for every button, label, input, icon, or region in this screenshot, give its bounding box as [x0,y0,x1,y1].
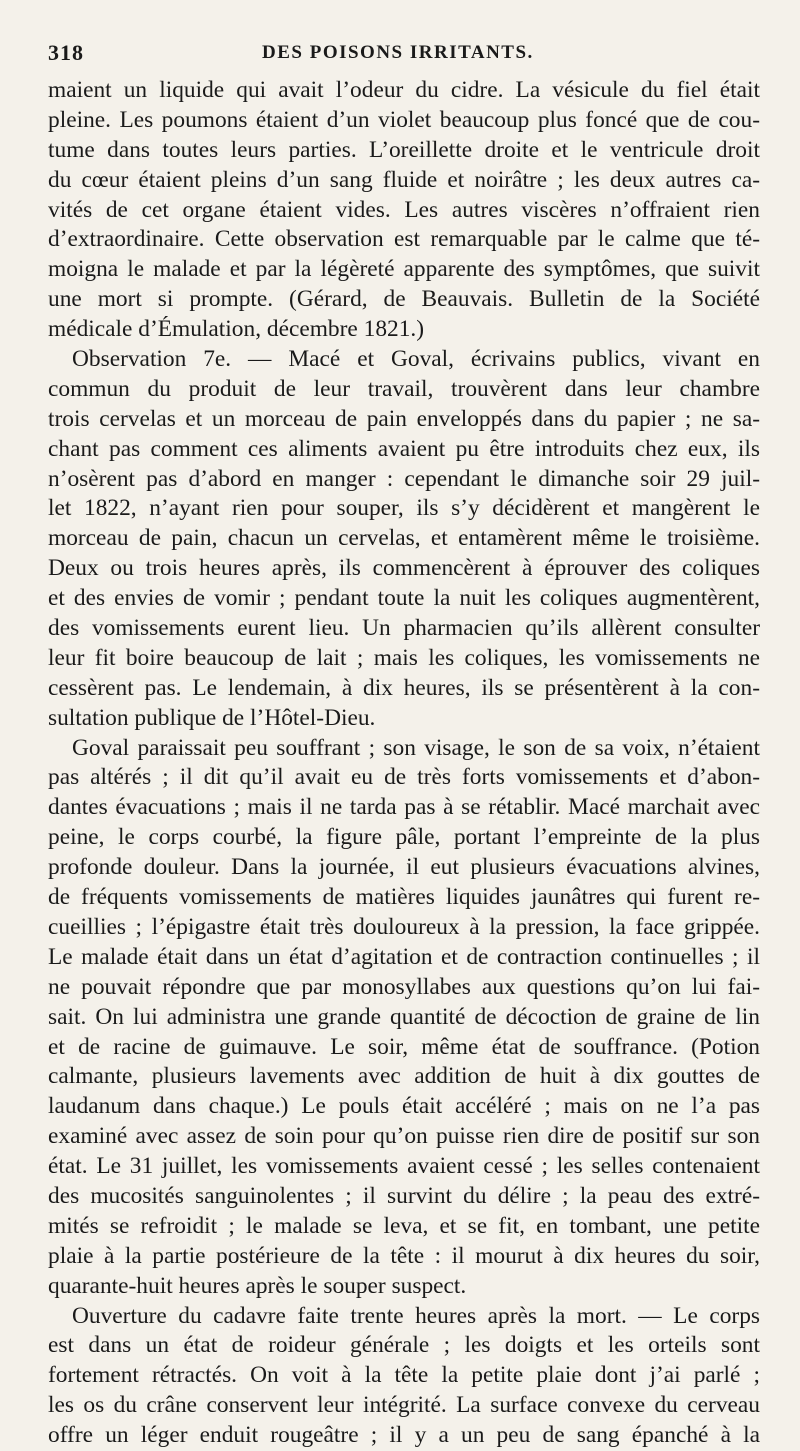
running-title: DES POISONS IRRITANTS. [262,42,534,63]
text-line: quarante-huit heures après le souper suspect. [48,1272,467,1299]
text-line: fortement rétractés. On voit à la tête la petite plaie dont j’ai parlé ; [48,1362,760,1389]
text-line: examiné avec assez de soin pour qu’on puisse rien dire de positif sur son [48,1123,760,1150]
text-line: Le malade était dans un état d’agitation et de contraction continuelles ; il [48,943,760,970]
text-line: moigna le malade et par la légèreté apparente des symptômes, que suivit [48,256,760,283]
text-line: d’extraordinaire. Cette observation est remarquable par le calme que té- [48,226,760,253]
text-line: trois cervelas et un morceau de pain enveloppés dans du papier ; ne sa- [48,405,760,432]
text-line: plaie à la partie postérieure de la tête : il mourut à dix heures du soir, [48,1242,760,1269]
text-line: une mort si prompte. (Gérard, de Beauvais. Bulletin de la Société [48,286,760,313]
text-line: offre un léger enduit rougeâtre ; il y a un peu de sang épanché à la [48,1422,760,1449]
text-line: sait. On lui administra une grande quantité de décoction de graine de lin [48,1003,760,1030]
text-line: pleine. Les poumons étaient d’un violet beaucoup plus foncé que de cou- [48,106,760,133]
text-line: tume dans toutes leurs parties. L’oreillette droite et le ventricule droit [48,136,760,163]
text-line: cueillies ; l’épigastre était très douloureux à la pression, la face grippée. [48,913,760,940]
text-line: chant pas comment ces aliments avaient pu être introduits chez eux, ils [48,435,760,462]
text-line: peine, le corps courbé, la figure pâle, portant l’empreinte de la plus [48,824,760,851]
text-line: profonde douleur. Dans la journée, il eut plusieurs évacuations alvines, [48,854,760,881]
text-line: dantes évacuations ; mais il ne tarda pas à se rétablir. Macé marchait avec [48,794,760,821]
text-line: les os du crâne conservent leur intégrité. La surface convexe du cerveau [48,1392,760,1419]
text-line: Deux ou trois heures après, ils commencèrent à éprouver des coliques [48,555,760,582]
text-line: de fréquents vomissements de matières liquides jaunâtres qui furent re- [48,884,760,911]
text-line: Ouverture du cadavre faite trente heures après la mort. — Le corps [72,1302,760,1329]
text-line: maient un liquide qui avait l’odeur du cidre. La vésicule du fiel était [48,77,760,103]
text-line: morceau de pain, chacun un cervelas, et entamèrent même le troisième. [48,525,760,552]
text-line: laudanum dans chaque.) Le pouls était accéléré ; mais on ne l’a pas [48,1093,760,1120]
text-line: let 1822, n’ayant rien pour souper, ils s’y décidèrent et mangèrent le [48,495,760,522]
text-line: est dans un état de roideur générale ; les doigts et les orteils sont [48,1332,760,1359]
text-line: Observation 7e. — Macé et Goval, écrivains publics, vivant en [72,346,760,373]
text-line: vités de cet organe étaient vides. Les autres viscères n’offraient rien [48,196,760,223]
page-number: 318 [48,40,84,65]
text-line: état. Le 31 juillet, les vomissements avaient cessé ; les selles contenaient [48,1153,760,1180]
body-text [48,76,760,1451]
text-line: des vomissements eurent lieu. Un pharmacien qu’ils allèrent consulter [48,615,760,642]
text-line: Goval paraissait peu souffrant ; son visage, le son de sa voix, n’étaient [72,734,760,761]
text-line: du cœur étaient pleins d’un sang fluide et noirâtre ; les deux autres ca- [48,166,760,193]
text-line: sultation publique de l’Hôtel-Dieu. [48,704,376,731]
text-line: commun du produit de leur travail, trouvèrent dans leur chambre [48,375,760,402]
text-line: pas altérés ; il dit qu’il avait eu de très forts vomissements et d’abon- [48,764,760,791]
text-line: leur fit boire beaucoup de lait ; mais les coliques, les vomissements ne [48,644,760,671]
text-line: ne pouvait répondre que par monosyllabes aux questions qu’on lui fai- [48,973,760,1000]
text-line: des mucosités sanguinolentes ; il survint du délire ; la peau des extré- [48,1182,760,1209]
page-header [48,38,760,72]
text-line: médicale d’Émulation, décembre 1821.) [48,316,425,343]
text-line: mités se refroidit ; le malade se leva, et se fit, en tombant, une petite [48,1212,760,1239]
text-line: et des envies de vomir ; pendant toute la nuit les coliques augmentèrent, [48,585,760,612]
text-line: n’osèrent pas d’abord en manger : cependant le dimanche soir 29 juil- [48,465,760,492]
text-line: calmante, plusieurs lavements avec addition de huit à dix gouttes de [48,1063,760,1090]
text-line: cessèrent pas. Le lendemain, à dix heures, ils se présentèrent à la con- [48,674,760,701]
text-line: et de racine de guimauve. Le soir, même état de souffrance. (Potion [48,1033,760,1060]
